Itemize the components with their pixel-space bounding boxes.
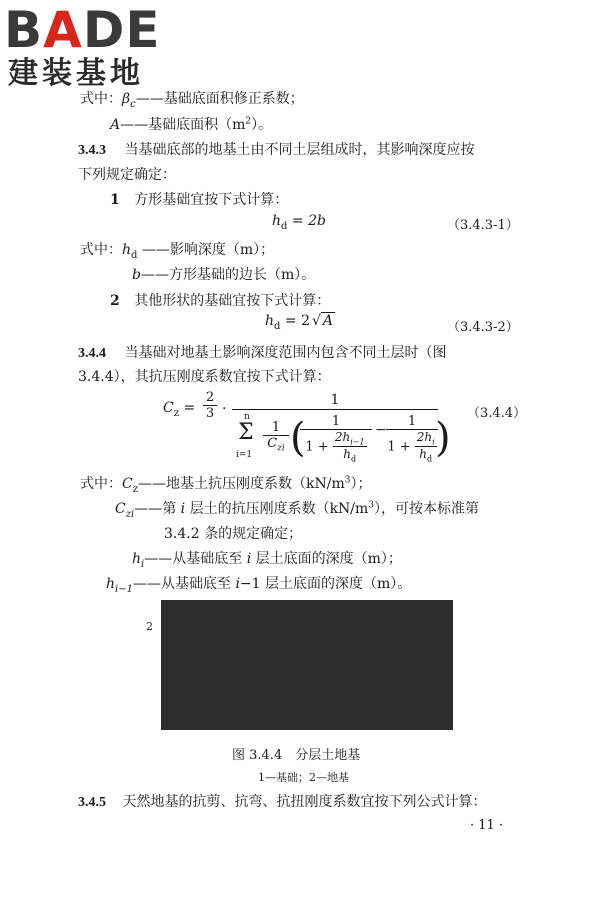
main-fraction-numerator: 1 (330, 392, 340, 408)
section-number: 3.4.4 (78, 346, 106, 361)
equation-number: （3.4.4） (467, 406, 527, 421)
sum-upper: n (244, 412, 250, 422)
definition-beta: 式中：$\beta_c——$基础底面积修正系数； (80, 91, 304, 110)
sum-lower: i=1 (236, 450, 253, 460)
equation-3-4-4-lhs: $C_z$ = (163, 400, 196, 419)
definition-cz: 式中：$C_z——$地基土抗压刚度系数$(kN/m^3)$； (80, 475, 372, 495)
figure-legend: 1—基础；2—地基 (258, 771, 349, 784)
definition-area: A——基础底面积$(m^2)$。 (110, 116, 273, 133)
item-2: 2 其他形状的基础宜按下式计算： (110, 293, 331, 309)
logo-wordmark: BADE (4, 1, 161, 59)
definition-hd: 式中：$h_d$ ——影响深度（m）； (80, 242, 275, 261)
brand-logo-subtitle: 建装基地 (8, 56, 144, 91)
brand-logo-text (4, 2, 161, 58)
sum-symbol: Σ (238, 420, 254, 445)
section-3-4-3-line1: 3.4.3 当基础底部的地基土由不同土层组成时，其影响深度应按 (78, 142, 475, 158)
definition-czi: $C_{zi}——$第 i 层土的抗压刚度系数$(kN/m^3)$，可按本标准第 (115, 500, 480, 520)
section-number: 3.4.3 (78, 143, 106, 158)
section-3-4-5: 3.4.5 天然地基的抗剪、抗弯、抗扭刚度系数宜按下列公式计算： (78, 794, 487, 810)
inner-fraction-b: 1 1 + $\frac{2h_i}{h_d}$ (386, 414, 438, 464)
section-3-4-4-line2: 3.4.4），其抗压刚度系数宜按下式计算： (78, 369, 331, 385)
equation-3-4-3-2: $h_d = 2$ √ A (265, 313, 334, 332)
main-fraction-bar (232, 409, 438, 410)
equation-number: （3.4.3-1） (447, 218, 519, 233)
definition-b: b——方形基础的边长（m）。 (132, 267, 316, 283)
multiply-dot: · (222, 401, 227, 417)
minus-sign: − (375, 422, 387, 438)
inner-fraction-a: 1 1 + $\frac{2h_{i-1}}{h_d}$ (300, 414, 372, 464)
definition-hi-minus-1: $h_{i-1}——$从基础底至 i−1 层土底面的深度（m）。 (106, 576, 412, 595)
section-number: 3.4.5 (78, 795, 106, 810)
left-bracket: ( (290, 415, 306, 461)
definition-czi-continued: 3.4.2 条的规定确定； (164, 526, 303, 542)
item-1: 1 方形基础宜按下式计算： (110, 192, 289, 208)
fraction-two-thirds: 2 3 (203, 390, 217, 421)
section-3-4-4-line1: 3.4.4 当基础对地基土影响深度范围内包含不同土层时（图 (78, 345, 447, 361)
equation-3-4-3-1: $h_d = 2b$ (272, 213, 326, 232)
right-bracket: ) (435, 415, 451, 461)
figure-image (161, 600, 453, 730)
logo-accent-letter: A (43, 1, 83, 59)
section-3-4-3-line2: 下列规定确定： (78, 167, 176, 183)
definition-hi: $h_i——$从基础底至 i 层土底面的深度（m）； (132, 551, 402, 570)
figure-caption: 图 3.4.4 分层土地基 (232, 748, 361, 763)
figure-marker-2: 2 (146, 620, 153, 633)
equation-number: （3.4.3-2） (447, 320, 519, 335)
page-number: · 11 · (470, 818, 504, 833)
fraction-1-over-czi: 1 $C_{zi}$ (263, 420, 289, 454)
